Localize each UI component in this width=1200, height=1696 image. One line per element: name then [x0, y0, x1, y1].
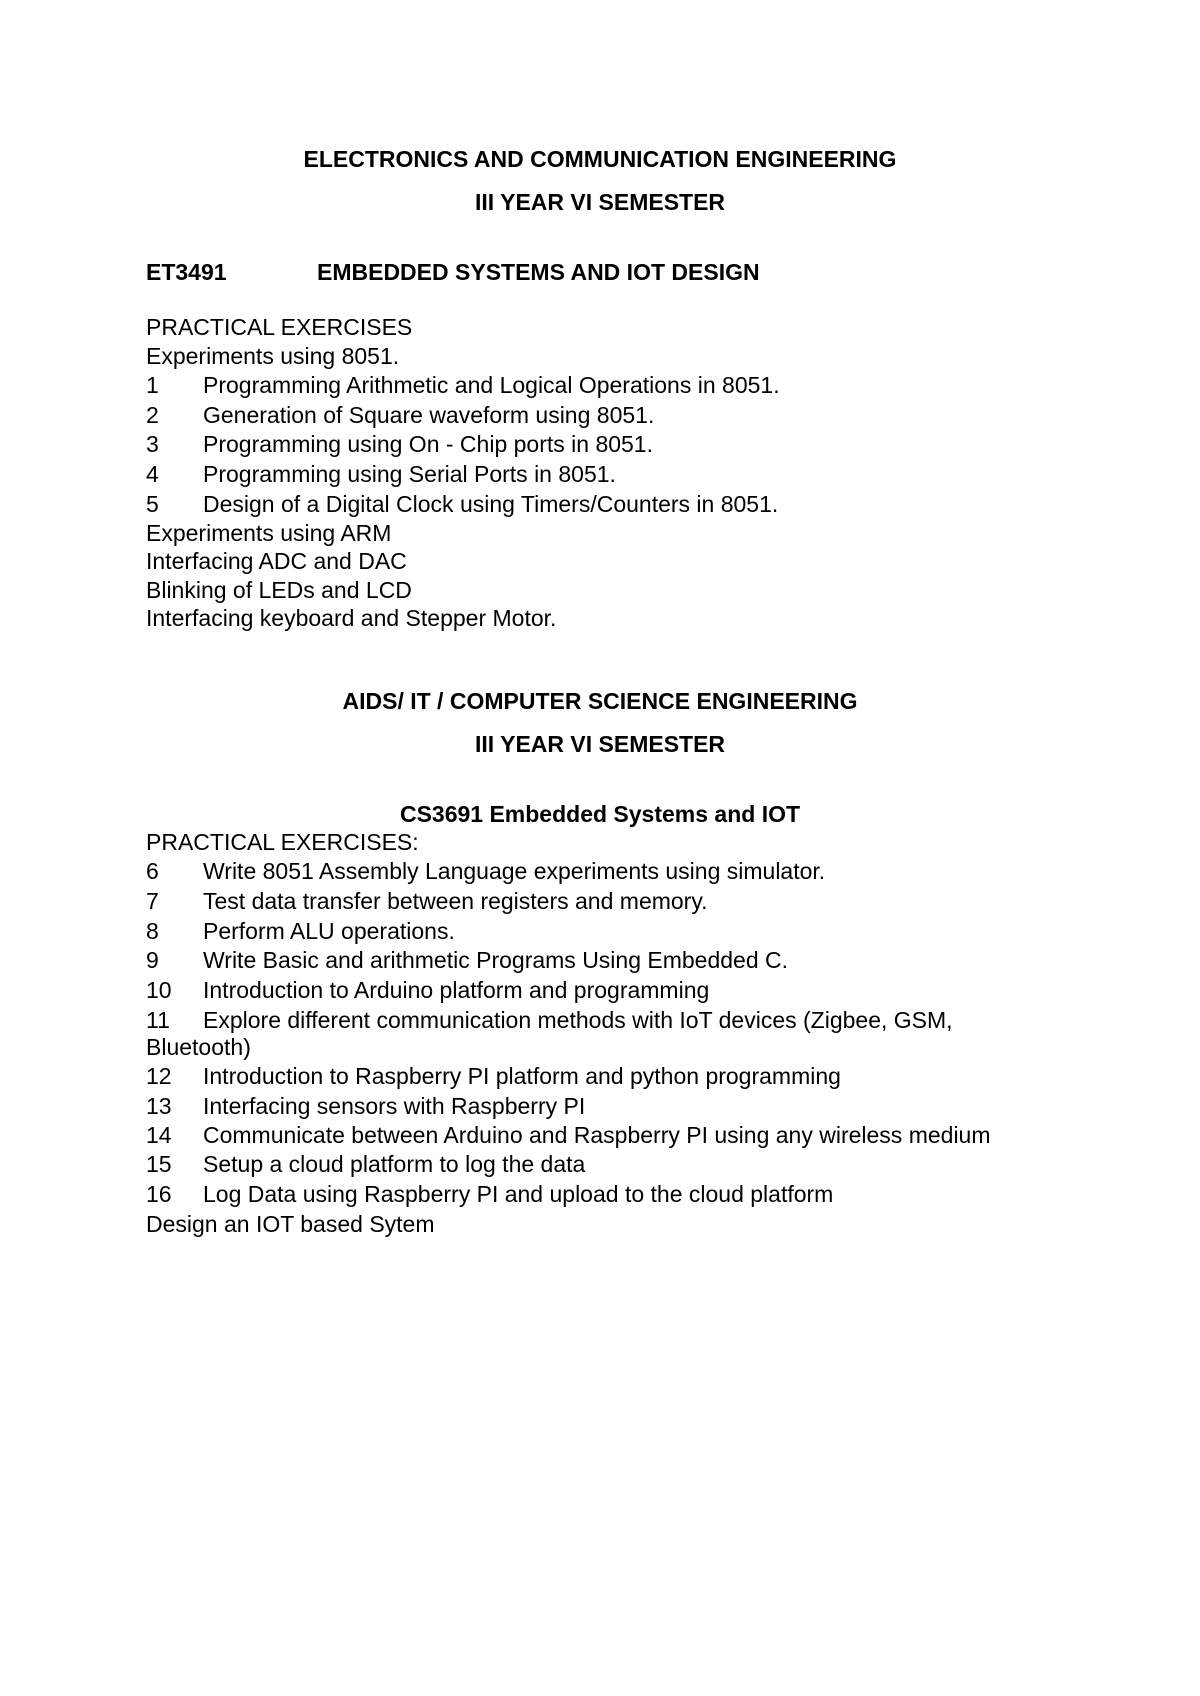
exercise-number: 11 — [146, 1007, 170, 1033]
practical-heading-cse: PRACTICAL EXERCISES: — [146, 829, 419, 855]
closing-line: Design an IOT based Sytem — [146, 1211, 435, 1237]
exercise-text: Setup a cloud platform to log the data — [203, 1151, 586, 1177]
exercise-number: 16 — [146, 1181, 172, 1207]
exercise-number: 13 — [146, 1093, 172, 1119]
exercise-number: 6 — [146, 858, 159, 884]
exercise-number: 10 — [146, 977, 172, 1003]
subheading-8051: Experiments using 8051. — [146, 343, 400, 369]
exercise-text: Introduction to Raspberry PI platform and python programming — [203, 1063, 841, 1089]
exercise-continuation: Bluetooth) — [146, 1034, 251, 1060]
subheading-arm: Experiments using ARM — [146, 520, 392, 546]
exercise-number: 1 — [146, 372, 159, 398]
exercise-text: Generation of Square waveform using 8051. — [203, 402, 655, 428]
course-code-ece: ET3491 — [146, 259, 227, 285]
exercise-text: Introduction to Arduino platform and programming — [203, 977, 710, 1003]
exercise-text: Programming using On - Chip ports in 8051. — [203, 431, 653, 457]
exercise-number: 4 — [146, 461, 159, 487]
exercise-text: Write 8051 Assembly Language experiments using simulator. — [203, 858, 826, 884]
arm-item: Interfacing ADC and DAC — [146, 548, 407, 574]
exercise-number: 12 — [146, 1063, 172, 1089]
arm-item: Interfacing keyboard and Stepper Motor. — [146, 605, 557, 631]
exercise-text: Log Data using Raspberry PI and upload to the cloud platform — [203, 1181, 834, 1207]
exercise-text: Test data transfer between registers and memory. — [203, 888, 708, 914]
exercise-text: Programming Arithmetic and Logical Operations in 8051. — [203, 372, 780, 398]
exercise-number: 3 — [146, 431, 159, 457]
exercise-number: 7 — [146, 888, 159, 914]
exercise-number: 15 — [146, 1151, 172, 1177]
arm-item: Blinking of LEDs and LCD — [146, 577, 412, 603]
exercise-number: 9 — [146, 947, 159, 973]
exercise-text: Communicate between Arduino and Raspberry PI using any wireless medium — [203, 1122, 991, 1148]
year-semester-cse: III YEAR VI SEMESTER — [474, 731, 726, 757]
exercise-number: 14 — [146, 1122, 172, 1148]
exercise-text: Design of a Digital Clock using Timers/Counters in 8051. — [203, 491, 779, 517]
year-semester-ece: III YEAR VI SEMESTER — [474, 189, 726, 215]
department-heading-cse: AIDS/ IT / COMPUTER SCIENCE ENGINEERING — [342, 688, 858, 714]
exercise-text: Interfacing sensors with Raspberry PI — [203, 1093, 586, 1119]
exercise-number: 8 — [146, 918, 159, 944]
course-title-ece: EMBEDDED SYSTEMS AND IOT DESIGN — [317, 259, 760, 285]
department-heading-ece: ELECTRONICS AND COMMUNICATION ENGINEERING — [303, 146, 897, 172]
exercise-number: 2 — [146, 402, 159, 428]
exercise-number: 5 — [146, 491, 159, 517]
exercise-text: Explore different communication methods with IoT devices (Zigbee, GSM, — [203, 1007, 953, 1033]
exercise-text: Write Basic and arithmetic Programs Using Embedded C. — [203, 947, 789, 973]
practical-heading-ece: PRACTICAL EXERCISES — [146, 314, 413, 340]
course-heading-cse: CS3691 Embedded Systems and IOT — [399, 801, 801, 827]
exercise-text: Programming using Serial Ports in 8051. — [203, 461, 616, 487]
exercise-text: Perform ALU operations. — [203, 918, 455, 944]
